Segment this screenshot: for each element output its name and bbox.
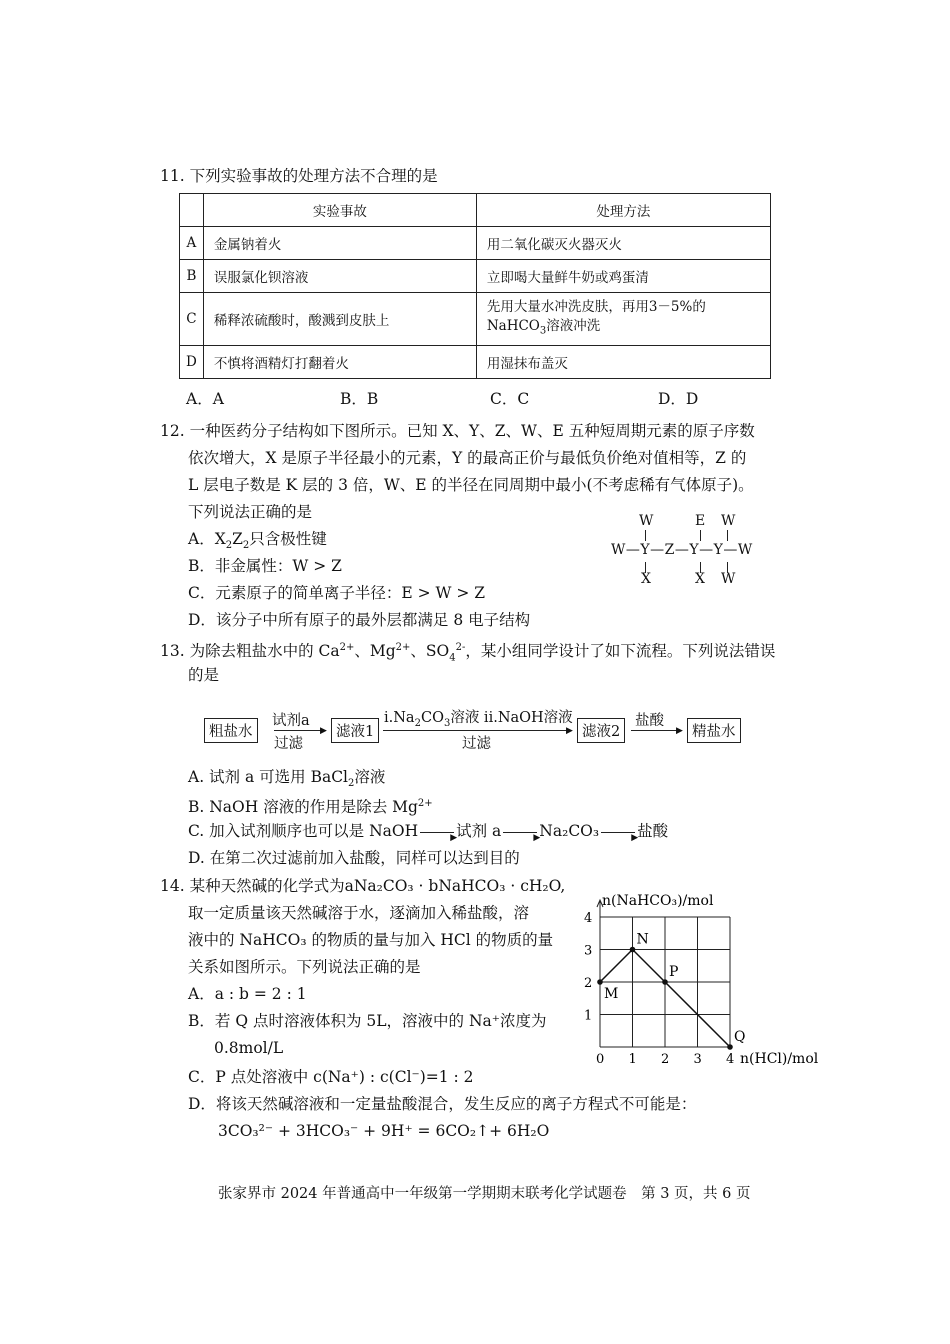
q12-stem-line3: L 层电子数是 K 层的 3 倍，W、E 的半径在同周期中最小(不考虑稀有气体原子)。 xyxy=(188,476,754,494)
atom-top: W xyxy=(639,513,654,529)
x-tick-label: 1 xyxy=(628,1052,637,1067)
accident-cell: 稀释浓硫酸时，酸溅到皮肤上 xyxy=(203,293,476,346)
nahco3-hcl-chart xyxy=(570,888,820,1073)
superscript: 2+ xyxy=(339,642,355,653)
header-cell: 处理方法 xyxy=(476,194,770,227)
accident-cell: 金属钠着火 xyxy=(203,227,476,260)
step-label: 试剂a xyxy=(272,713,310,729)
bond xyxy=(727,530,728,541)
q14-stem-line4: 关系如图所示。下列说法正确的是 xyxy=(188,958,421,976)
method-line1: 先用大量水冲洗皮肤，再用3－5%的 xyxy=(486,298,706,315)
text: 、Mg xyxy=(354,642,396,661)
arrowhead: ▶ xyxy=(320,726,327,736)
y-tick-label: 2 xyxy=(584,976,593,991)
step-label: 过滤 xyxy=(462,736,491,752)
flow-box: 滤液1 xyxy=(331,718,379,743)
subscript: 3 xyxy=(539,325,547,337)
method-cell: 用湿抹布盖灭 xyxy=(476,346,770,379)
method-cell xyxy=(476,293,770,346)
text: 盐酸 xyxy=(637,822,669,840)
q14-option-a: A．a : b = 2 : 1 xyxy=(188,985,307,1003)
bond xyxy=(700,530,701,541)
y-tick-label: 4 xyxy=(584,911,593,926)
process-flow xyxy=(200,702,760,752)
text: 、SO xyxy=(410,642,450,661)
q11-stem: 11. 下列实验事故的处理方法不合理的是 xyxy=(160,167,438,185)
superscript: 2+ xyxy=(417,798,433,809)
molecule-structure xyxy=(605,513,775,589)
subscript: 2 xyxy=(225,540,233,552)
method-line2-post: 溶液冲洗 xyxy=(546,317,601,334)
superscript: 2+ xyxy=(395,642,411,653)
point-label: N xyxy=(636,931,649,948)
q14-option-d-line1: D．将该天然碱溶液和一定量盐酸混合，发生反应的离子方程式不可能是： xyxy=(188,1095,697,1113)
subscript: 2 xyxy=(414,717,421,729)
row-label: D xyxy=(180,346,204,379)
text: ，某小组同学设计了如下流程。下列说法错误 xyxy=(465,642,776,661)
data-point xyxy=(597,979,603,985)
header-cell xyxy=(180,194,204,227)
x-axis-label: n(HCl)/mol xyxy=(740,1051,819,1067)
step-label xyxy=(384,706,573,729)
row-label: C xyxy=(180,293,204,346)
text: 13. 为除去粗盐水中的 Ca xyxy=(160,642,340,661)
chart-axes xyxy=(584,893,819,1067)
q13-option-a xyxy=(188,766,385,795)
accident-cell: 不慎将酒精灯打翻着火 xyxy=(203,346,476,379)
q12-stem-line4: 下列说法正确的是 xyxy=(188,503,313,521)
text: 试剂 a xyxy=(456,822,502,840)
q14-stem-line3: 液中的 NaHCO₃ 的物质的量与加入 HCl 的物质的量 xyxy=(188,931,554,949)
text: C. 加入试剂顺序也可以是 NaOH xyxy=(188,822,419,840)
q14-option-c: C．P 点处溶液中 c(Na⁺) : c(Cl⁻)=1 : 2 xyxy=(188,1068,474,1086)
step-label: 盐酸 xyxy=(635,713,664,729)
arrowhead: ▶ xyxy=(566,726,573,736)
q14-stem-line2: 取一定质量该天然碱溶于水，逐滴加入稀盐酸，溶 xyxy=(188,904,530,922)
page-footer: 张家界市 2024 年普通高中一年级第一学期期末联考化学试题卷 第 3 页，共 6 页 xyxy=(218,1186,751,1202)
q12-stem-line2: 依次增大，X 是原子半径最小的元素，Y 的最高正价与最低负价绝对值相等，Z 的 xyxy=(188,449,747,467)
atom-bottom: X xyxy=(641,571,651,587)
table-row xyxy=(180,260,771,293)
atom-bottom: X xyxy=(695,571,705,587)
subscript: 3 xyxy=(443,717,451,729)
subscript: 2 xyxy=(242,540,250,552)
text: 溶液 xyxy=(354,768,386,786)
point-label: Q xyxy=(734,1029,746,1045)
q12-option-b: B．非金属性：W > Z xyxy=(188,557,342,575)
bond xyxy=(645,530,646,541)
data-point xyxy=(662,979,668,985)
atom-top: W xyxy=(721,513,736,529)
q13-option-b xyxy=(188,793,433,818)
point-label: M xyxy=(604,986,619,1002)
q13-stem-line1 xyxy=(160,637,775,669)
q14-option-b-line2: 0.8mol/L xyxy=(214,1039,284,1057)
x-tick-label: 0 xyxy=(596,1052,605,1067)
q11-option-d: D．D xyxy=(658,390,699,408)
x-tick-label: 3 xyxy=(693,1052,702,1067)
text: 只含极性键 xyxy=(249,530,327,548)
text: Na₂CO₃ xyxy=(539,822,600,840)
method-cell: 立即喝大量鲜牛奶或鸡蛋清 xyxy=(476,260,770,293)
superscript: 2- xyxy=(455,642,466,653)
q11-table xyxy=(179,193,771,379)
subscript: 4 xyxy=(449,652,456,664)
q13-stem-line2: 的是 xyxy=(188,666,220,684)
arrowhead: ▶ xyxy=(676,726,683,736)
y-axis-label: n(NaHCO₃)/mol xyxy=(602,893,714,909)
header-cell: 实验事故 xyxy=(203,194,476,227)
table-row xyxy=(180,227,771,260)
data-point xyxy=(727,1044,733,1050)
q11-option-c: C．C xyxy=(490,390,530,408)
q14-option-d-line2: 3CO₃²⁻ + 3HCO₃⁻ + 9H⁺ = 6CO₂↑+ 6H₂O xyxy=(218,1122,550,1140)
text: Z xyxy=(232,530,243,548)
x-tick-label: 4 xyxy=(726,1052,735,1067)
flow-box: 滤液2 xyxy=(577,718,625,743)
arrow-icon: ▶ xyxy=(420,832,454,833)
arrow-icon: ▶ xyxy=(503,832,537,833)
point-label: P xyxy=(669,964,679,980)
table-row xyxy=(180,293,771,346)
y-tick-label: 1 xyxy=(584,1008,593,1024)
table-row xyxy=(180,346,771,379)
method-cell: 用二氧化碳灭火器灭火 xyxy=(476,227,770,260)
subscript: 2 xyxy=(348,778,355,790)
text: A．X xyxy=(188,530,226,548)
text: A. 试剂 a 可选用 BaCl xyxy=(188,768,349,786)
q13-option-c xyxy=(188,820,668,842)
q14-stem-line1: 14. 某种天然碱的化学式为aNa₂CO₃ · bNaHCO₃ · cH₂O, xyxy=(160,877,566,895)
q12-option-d: D．该分子中所有原子的最外层都满足 8 电子结构 xyxy=(188,611,531,629)
row-label: B xyxy=(180,260,204,293)
row-label: A xyxy=(180,227,204,260)
q11-option-a: A．A xyxy=(186,390,224,408)
y-tick-label: 3 xyxy=(584,943,593,959)
step-label: 过滤 xyxy=(274,736,303,752)
data-point xyxy=(630,947,636,953)
q14-option-b-line1: B．若 Q 点时溶液体积为 5L，溶液中的 Na⁺浓度为 xyxy=(188,1012,547,1030)
q13-option-d: D. 在第二次过滤前加入盐酸，同样可以达到目的 xyxy=(188,849,520,867)
atom-top: E xyxy=(695,513,706,529)
text: B. NaOH 溶液的作用是除去 Mg xyxy=(188,798,418,817)
text: i.Na xyxy=(384,710,415,726)
method-line2-pre: NaHCO xyxy=(486,317,540,334)
arrow xyxy=(274,730,326,731)
accident-cell: 误服氯化钡溶液 xyxy=(203,260,476,293)
q12-option-c: C．元素原子的简单离子半径：E > W > Z xyxy=(188,584,486,602)
atom-bottom: W xyxy=(721,571,736,587)
x-tick-label: 2 xyxy=(661,1052,670,1067)
arrow xyxy=(631,730,681,731)
text: 溶液 ii.NaOH溶液 xyxy=(450,710,573,726)
q12-stem-line1: 12. 一种医药分子结构如下图所示。已知 X、Y、Z、W、E 五种短周期元素的原子序数 xyxy=(160,422,755,440)
q11-option-b: B．B xyxy=(340,390,379,408)
text: CO xyxy=(420,710,444,726)
flow-box: 精盐水 xyxy=(687,718,741,743)
arrow xyxy=(383,730,571,731)
molecule-chain: W—Y—Z—Y—Y—W xyxy=(611,542,753,558)
arrow-icon: ▶ xyxy=(601,832,635,833)
table-header-row xyxy=(180,194,771,227)
flow-box: 粗盐水 xyxy=(204,718,258,743)
q12-option-a xyxy=(188,528,327,557)
